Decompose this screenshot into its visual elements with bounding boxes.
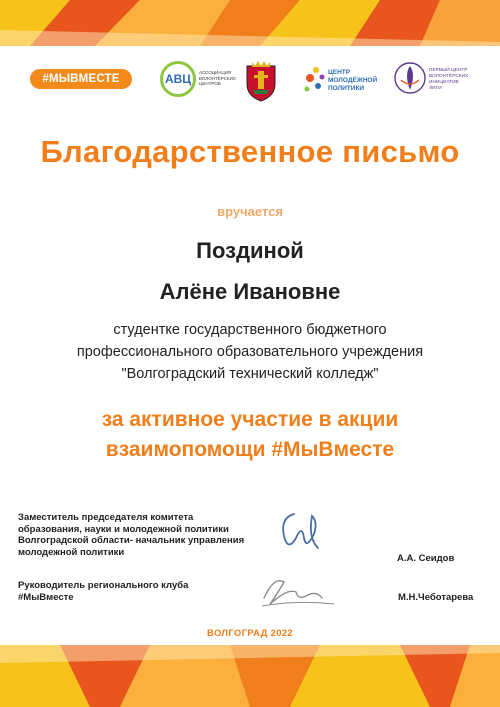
description-line-1: студентке государственного бюджетного: [113, 322, 387, 338]
volunteer-caption-line-3: ИНИЦИАТИВ: [429, 80, 459, 85]
avc-logo-caption: АССОЦИАЦИЯ ВОЛОНТЁРСКИХ ЦЕНТРОВ: [199, 70, 236, 86]
signatory-2-position-line: #МыВместе: [18, 591, 74, 603]
reason-line-1: за активное участие в акции: [101, 408, 399, 431]
recipient-given-names: Алёне Ивановне: [159, 279, 341, 304]
signatory-1-position-line: молодежной политики: [18, 546, 125, 558]
signatory-1-position: [18, 512, 268, 558]
signatory-2-position: [18, 580, 268, 603]
letter-title: Благодарственное письмо: [40, 134, 460, 169]
description-line-3: "Волгоградский технический колледж": [121, 366, 379, 382]
signatory-1-position-line: Заместитель председателя комитета: [18, 512, 194, 523]
recipient-surname: Поздиной: [196, 238, 304, 263]
avc-logo: [160, 58, 245, 102]
youth-policy-caption-line-2: МОЛОДЁЖНОЙ: [328, 77, 378, 84]
signatory-1-position-line: Волгоградской области- начальник управления: [18, 535, 245, 546]
top-decorative-band: [0, 0, 500, 46]
avc-logo-mark: АВЦ: [160, 61, 196, 97]
signatory-1-signature: [272, 508, 332, 563]
volgograd-coat-of-arms-icon: [243, 58, 279, 102]
footer-city-year: ВОЛГОГРАД 2022: [207, 628, 293, 639]
youth-policy-caption-line-3: ПОЛИТИКИ: [328, 85, 365, 92]
volunteer-caption-line-2: ВОЛОНТЁРСКИХ: [429, 74, 469, 79]
signatory-2-signature: [258, 568, 338, 617]
signatory-1-name: А.А. Сеидов: [397, 553, 455, 564]
youth-policy-center-logo: [300, 58, 380, 102]
volunteer-caption-line-1: ПЕРВЫЙ ЦЕНТР: [429, 68, 468, 73]
signatory-2-name: М.Н.Чеботарева: [398, 592, 474, 603]
description-line-2: профессионального образовательного учреждения: [76, 344, 424, 360]
youth-policy-caption-line-1: ЦЕНТР: [328, 69, 351, 76]
hashtag-badge: #МЫВМЕСТЕ: [30, 69, 132, 89]
signatory-1-position-line: образования, науки и молодежной политики: [18, 523, 229, 535]
volunteer-caption-line-4: ЛИГИ: [429, 86, 442, 91]
logo-row: [30, 58, 480, 102]
awarded-label: вручается: [217, 204, 283, 219]
bottom-decorative-band: [0, 645, 500, 707]
volunteer-center-logo: [392, 58, 480, 102]
reason-line-2: взаимопомощи #МыВместе: [105, 438, 395, 461]
signatory-2-position-line: Руководитель регионального клуба: [18, 580, 189, 591]
